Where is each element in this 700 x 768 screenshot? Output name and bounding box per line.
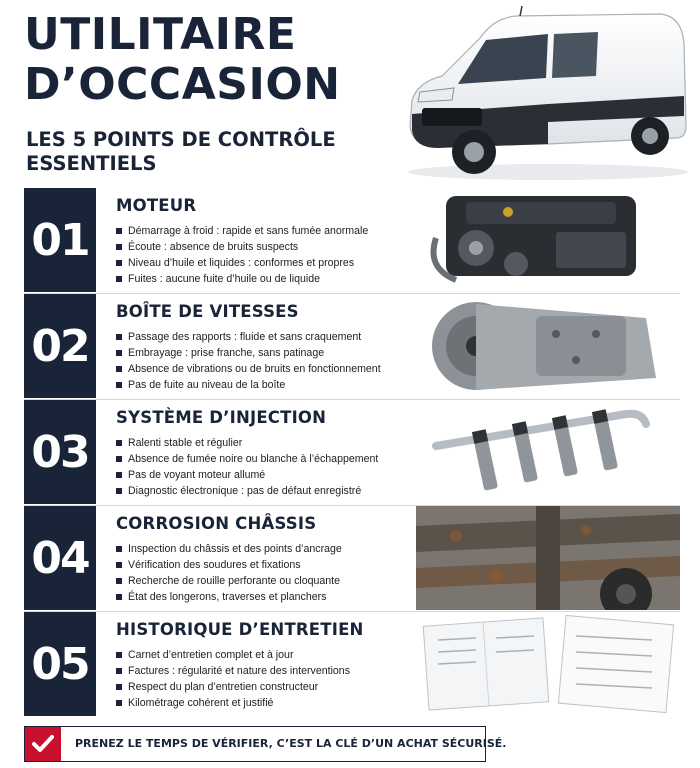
checklist-item: Factures : régularité et nature des interventions — [116, 663, 446, 679]
point-title: CORROSION CHÂSSIS — [116, 514, 317, 533]
checklist-item: Diagnostic électronique : pas de défaut enregistré — [116, 483, 446, 499]
checklist-item: Embrayage : prise franche, sans patinage — [116, 345, 446, 361]
checklist-item: Recherche de rouille perforante ou cloquante — [116, 573, 446, 589]
checklist — [116, 223, 446, 287]
control-point-row — [24, 400, 680, 504]
checklist-item: Passage des rapports : fluide et sans craquement — [116, 329, 446, 345]
point-number: 02 — [24, 294, 96, 398]
subtitle-line-1: LES 5 POINTS DE CONTRÔLE — [26, 128, 336, 151]
checklist-item: Ralenti stable et régulier — [116, 435, 446, 451]
checklist-item: Niveau d’huile et liquides : conformes et propres — [116, 255, 446, 271]
point-number: 04 — [24, 506, 96, 610]
checklist-item: Fuites : aucune fuite d’huile ou de liquide — [116, 271, 446, 287]
checklist-item: Vérification des soudures et fixations — [116, 557, 446, 573]
page-title — [24, 10, 341, 110]
point-title: SYSTÈME D’INJECTION — [116, 408, 327, 427]
checklist-item: État des longerons, traverses et planchers — [116, 589, 446, 605]
control-point-row — [24, 188, 680, 292]
checklist — [116, 329, 446, 393]
point-title: BOÎTE DE VITESSES — [116, 302, 299, 321]
banner-text: PRENEZ LE TEMPS DE VÉRIFIER, C’EST LA CLÉ D’UN ACHAT SÉCURISÉ. — [75, 737, 507, 750]
point-number: 05 — [24, 612, 96, 716]
checklist-item: Carnet d’entretien complet et à jour — [116, 647, 446, 663]
point-title: MOTEUR — [116, 196, 197, 215]
documents-illustration — [416, 612, 680, 716]
title-line-1: UTILITAIRE — [24, 9, 297, 60]
footer-banner — [24, 726, 507, 762]
checklist-item: Inspection du châssis et des points d’ancrage — [116, 541, 446, 557]
control-point-row — [24, 612, 680, 716]
injectors-illustration — [416, 400, 680, 504]
checklist-item: Écoute : absence de bruits suspects — [116, 239, 446, 255]
subtitle-line-2: ESSENTIELS — [26, 152, 157, 175]
page-subtitle — [26, 128, 336, 176]
gearbox-illustration — [416, 294, 680, 398]
checklist-item: Respect du plan d’entretien constructeur — [116, 679, 446, 695]
checkmark-icon — [25, 727, 61, 761]
checklist-item: Absence de vibrations ou de bruits en fonctionnement — [116, 361, 446, 377]
checklist-item: Absence de fumée noire ou blanche à l’échappement — [116, 451, 446, 467]
chassis-illustration — [416, 506, 680, 610]
checklist-item: Pas de voyant moteur allumé — [116, 467, 446, 483]
point-title: HISTORIQUE D’ENTRETIEN — [116, 620, 364, 639]
control-point-row — [24, 294, 680, 398]
point-number: 03 — [24, 400, 96, 504]
van-illustration — [398, 4, 690, 186]
checklist — [116, 541, 446, 605]
checklist — [116, 647, 446, 711]
point-number: 01 — [24, 188, 96, 292]
checklist-item: Kilométrage cohérent et justifié — [116, 695, 446, 711]
title-line-2: D’OCCASION — [24, 59, 341, 110]
checklist — [116, 435, 446, 499]
checklist-item: Pas de fuite au niveau de la boîte — [116, 377, 446, 393]
engine-illustration — [416, 188, 680, 292]
control-point-row — [24, 506, 680, 610]
checklist-item: Démarrage à froid : rapide et sans fumée anormale — [116, 223, 446, 239]
